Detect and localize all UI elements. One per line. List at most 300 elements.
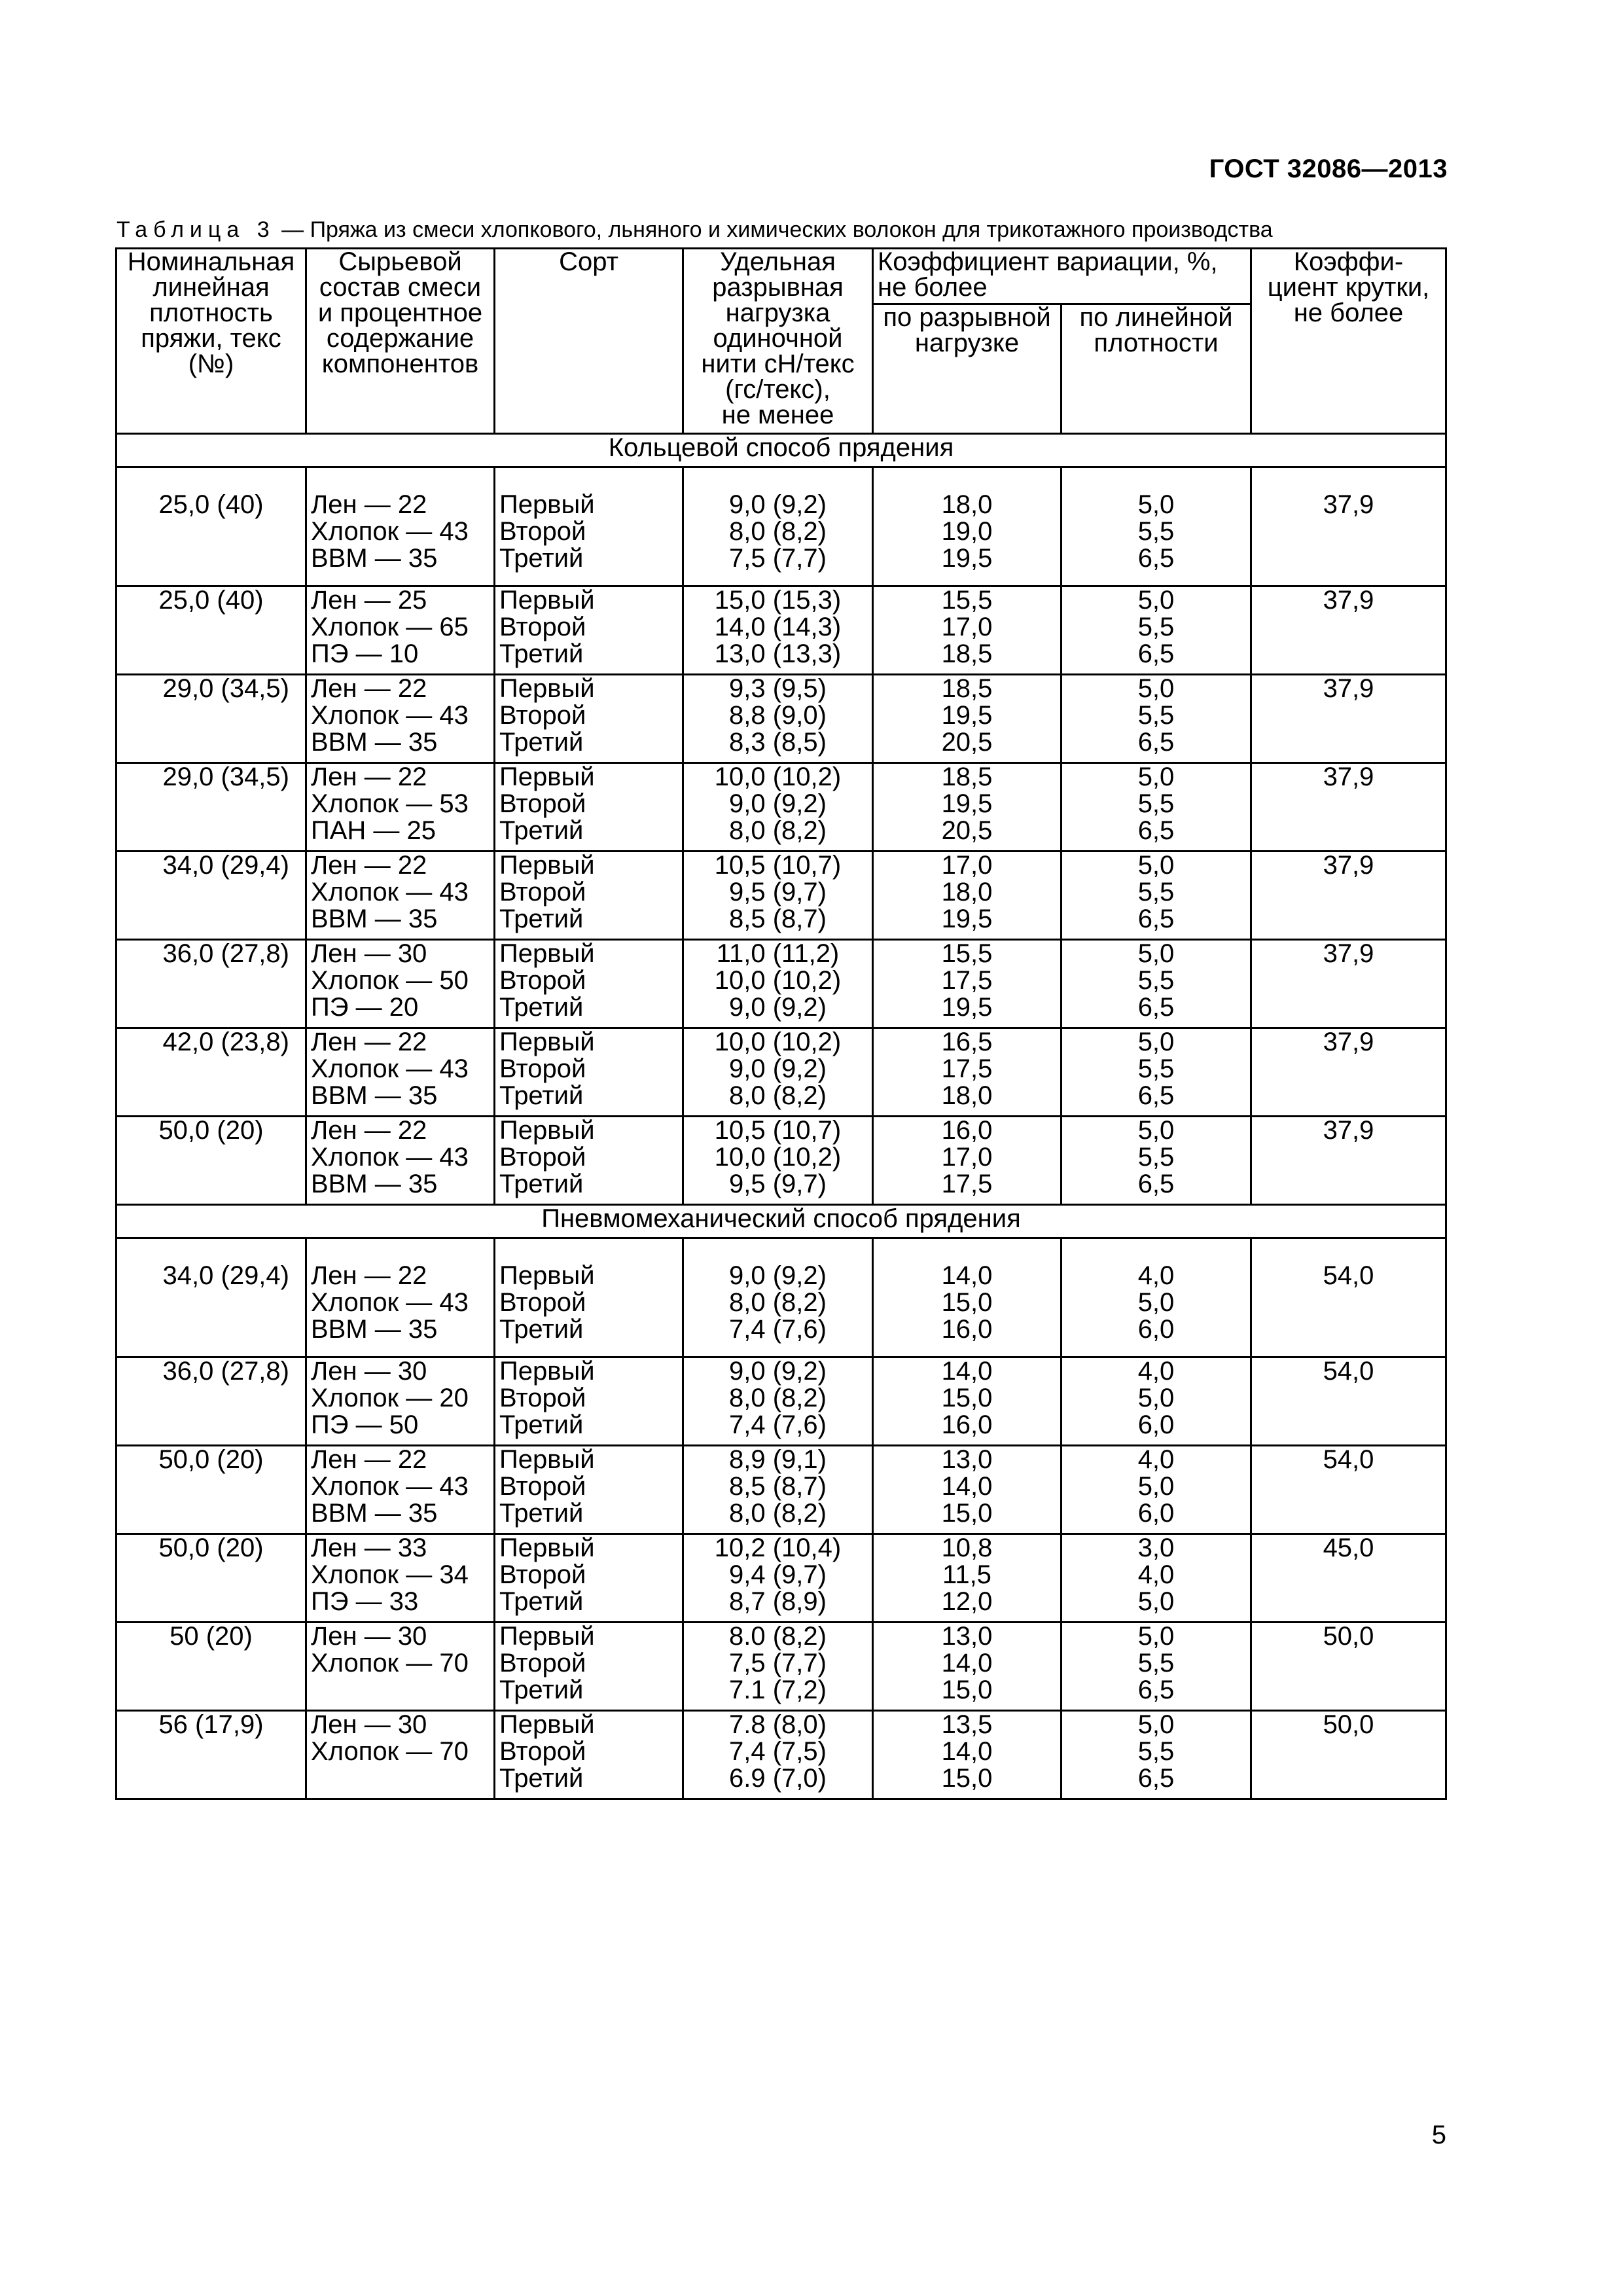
table-row — [116, 1238, 1446, 1357]
sort-cell-line: Третий — [499, 1081, 584, 1110]
table-row — [116, 586, 1446, 675]
header-load — [683, 249, 873, 434]
variation-load-cell-line: 17,5 — [941, 1170, 993, 1198]
sort-cell-line: Третий — [499, 1676, 584, 1704]
variation-load-cell-line: 16,0 — [941, 1116, 993, 1145]
header-line: пряжи, текс — [141, 324, 281, 353]
variation-density-cell-line: 6,5 — [1137, 639, 1175, 668]
composition-cell-line: Хлопок — 43 — [311, 1288, 469, 1317]
twist-cell: 54,0 — [1251, 1238, 1446, 1357]
load-cell-line: 8,0 (8,2) — [729, 1288, 827, 1317]
section-title: Пневмомеханический способ прядения — [116, 1205, 1446, 1238]
density-cell: 50,0 (20) — [116, 1534, 306, 1623]
variation-density-cell — [1061, 1028, 1251, 1117]
header-line: компонентов — [321, 350, 479, 378]
sort-cell-line: Первый — [499, 939, 595, 968]
header-line: не более — [878, 273, 988, 302]
twist-cell: 37,9 — [1251, 1117, 1446, 1205]
sort-cell-line: Первый — [499, 1357, 595, 1386]
sort-cell-line: Первый — [499, 1445, 595, 1474]
sort-cell-line: Второй — [499, 517, 586, 546]
variation-density-cell-line: 5,0 — [1137, 762, 1175, 791]
load-cell-line: 10,0 (10,2) — [714, 966, 842, 995]
density-cell: 50 (20) — [116, 1623, 306, 1711]
sort-cell-line: Второй — [499, 1560, 586, 1589]
density-cell: 29,0 (34,5) — [116, 675, 306, 763]
variation-density-cell-line: 5,5 — [1137, 1143, 1175, 1172]
table-caption — [116, 217, 1273, 243]
load-cell-line: 8,5 (8,7) — [729, 905, 827, 933]
variation-load-cell — [873, 852, 1061, 940]
load-cell-line: 8,0 (8,2) — [729, 1384, 827, 1412]
variation-load-cell-line: 20,5 — [941, 728, 993, 757]
variation-load-cell — [873, 586, 1061, 675]
sort-cell-line: Третий — [499, 1499, 584, 1528]
load-cell-line: 8,5 (8,7) — [729, 1472, 827, 1501]
variation-density-cell-line: 4,0 — [1137, 1560, 1175, 1589]
load-cell-line: 10,0 (10,2) — [714, 762, 842, 791]
variation-load-cell-line: 13,0 — [941, 1445, 993, 1474]
variation-load-cell-line: 17,5 — [941, 966, 993, 995]
composition-cell — [306, 1446, 495, 1534]
load-cell-line: 10,2 (10,4) — [714, 1534, 842, 1562]
sort-cell-line: Второй — [499, 1054, 586, 1083]
composition-cell — [306, 1028, 495, 1117]
variation-load-cell-line: 17,5 — [941, 1054, 993, 1083]
section-row — [116, 1205, 1446, 1238]
header-line: по разрывной — [883, 303, 1051, 332]
sort-cell — [495, 1238, 683, 1357]
variation-load-cell-line: 15,0 — [941, 1499, 993, 1528]
composition-cell-line: Лен — 22 — [311, 762, 427, 791]
header-line: Коэффи- — [1293, 247, 1404, 276]
variation-density-cell-line: 5,0 — [1137, 851, 1175, 880]
variation-load-cell-line: 17,0 — [941, 613, 993, 641]
sort-cell — [495, 1028, 683, 1117]
page-number: 5 — [1431, 2121, 1446, 2149]
table-row — [116, 852, 1446, 940]
variation-density-cell — [1061, 1446, 1251, 1534]
variation-load-cell-line: 17,0 — [941, 1143, 993, 1172]
composition-cell-line: ПЭ — 10 — [311, 639, 419, 668]
table-row — [116, 1117, 1446, 1205]
sort-cell-line: Второй — [499, 1288, 586, 1317]
header-variation — [873, 249, 1251, 304]
variation-density-cell-line: 6,5 — [1137, 1170, 1175, 1198]
load-cell-line: 9,0 (9,2) — [729, 490, 827, 519]
variation-load-cell-line: 18,5 — [941, 639, 993, 668]
sort-cell-line: Первый — [499, 1534, 595, 1562]
composition-cell — [306, 586, 495, 675]
load-cell-line: 8,3 (8,5) — [729, 728, 827, 757]
sort-cell-line: Третий — [499, 1170, 584, 1198]
composition-cell-line: ПЭ — 20 — [311, 993, 419, 1022]
composition-cell-line: Лен — 30 — [311, 939, 427, 968]
composition-cell — [306, 467, 495, 586]
density-cell: 56 (17,9) — [116, 1711, 306, 1799]
variation-load-cell-line: 14,0 — [941, 1261, 993, 1290]
composition-cell-line: Лен — 22 — [311, 674, 427, 703]
twist-cell: 45,0 — [1251, 1534, 1446, 1623]
variation-density-cell-line: 6,0 — [1137, 1410, 1175, 1439]
header-line: нагрузке — [914, 329, 1020, 357]
document-code: ГОСТ 32086—2013 — [1209, 154, 1448, 183]
sort-cell — [495, 1117, 683, 1205]
sort-cell-line: Второй — [499, 966, 586, 995]
composition-cell-line: ВВМ — 35 — [311, 1315, 438, 1344]
variation-load-cell-line: 17,0 — [941, 851, 993, 880]
variation-density-cell — [1061, 1357, 1251, 1446]
twist-cell: 37,9 — [1251, 467, 1446, 586]
variation-load-cell — [873, 1028, 1061, 1117]
variation-load-cell — [873, 1711, 1061, 1799]
sort-cell-line: Третий — [499, 993, 584, 1022]
variation-density-cell-line: 5,5 — [1137, 1737, 1175, 1766]
variation-load-cell — [873, 763, 1061, 852]
composition-cell-line: Лен — 22 — [311, 490, 427, 519]
variation-load-cell-line: 20,5 — [941, 816, 993, 845]
table-row — [116, 675, 1446, 763]
variation-load-cell-line: 10,8 — [941, 1534, 993, 1562]
composition-cell-line: Хлопок — 43 — [311, 701, 469, 730]
composition-cell — [306, 675, 495, 763]
table-row — [116, 1711, 1446, 1799]
sort-cell-line: Второй — [499, 1143, 586, 1172]
sort-cell-line: Третий — [499, 639, 584, 668]
sort-cell — [495, 1623, 683, 1711]
twist-cell: 54,0 — [1251, 1357, 1446, 1446]
header-variation-density — [1061, 304, 1251, 434]
composition-cell-line: ВВМ — 35 — [311, 1081, 438, 1110]
load-cell — [683, 675, 873, 763]
load-cell — [683, 940, 873, 1028]
sort-cell-line: Второй — [499, 1649, 586, 1677]
load-cell-line: 8,0 (8,2) — [729, 517, 827, 546]
header-line: плотность — [149, 298, 273, 327]
header-twist — [1251, 249, 1446, 434]
density-cell: 34,0 (29,4) — [116, 1238, 306, 1357]
sort-cell-line: Первый — [499, 1710, 595, 1739]
composition-cell-line: Лен — 22 — [311, 1028, 427, 1056]
variation-density-cell — [1061, 852, 1251, 940]
load-cell-line: 9,0 (9,2) — [729, 1357, 827, 1386]
variation-density-cell-line: 5,0 — [1137, 1587, 1175, 1616]
section-row — [116, 434, 1446, 467]
header-line: (№) — [188, 350, 234, 378]
sort-cell-line: Первый — [499, 851, 595, 880]
load-cell-line: 8,9 (9,1) — [729, 1445, 827, 1474]
composition-cell-line: ВВМ — 35 — [311, 905, 438, 933]
variation-density-cell — [1061, 675, 1251, 763]
composition-cell-line: Хлопок — 34 — [311, 1560, 469, 1589]
variation-density-cell-line: 5,0 — [1137, 1288, 1175, 1317]
load-cell-line: 13,0 (13,3) — [714, 639, 842, 668]
load-cell-line: 9,5 (9,7) — [729, 1170, 827, 1198]
sort-cell-line: Первый — [499, 1622, 595, 1651]
composition-cell — [306, 1623, 495, 1711]
sort-cell — [495, 763, 683, 852]
variation-load-cell-line: 19,5 — [941, 701, 993, 730]
sort-cell — [495, 852, 683, 940]
composition-cell-line: ВВМ — 35 — [311, 728, 438, 757]
header-composition — [306, 249, 495, 434]
variation-density-cell — [1061, 1711, 1251, 1799]
sort-cell-line: Третий — [499, 544, 584, 573]
load-cell — [683, 1623, 873, 1711]
variation-load-cell-line: 19,0 — [941, 517, 993, 546]
variation-load-cell — [873, 1623, 1061, 1711]
sort-cell-line: Третий — [499, 1315, 584, 1344]
load-cell-line: 10,0 (10,2) — [714, 1143, 842, 1172]
composition-cell — [306, 852, 495, 940]
variation-load-cell-line: 19,5 — [941, 993, 993, 1022]
variation-density-cell-line: 4,0 — [1137, 1445, 1175, 1474]
sort-cell — [495, 940, 683, 1028]
variation-density-cell-line: 6,5 — [1137, 1676, 1175, 1704]
composition-cell — [306, 1238, 495, 1357]
load-cell — [683, 586, 873, 675]
twist-cell: 54,0 — [1251, 1446, 1446, 1534]
variation-density-cell-line: 6,0 — [1137, 1499, 1175, 1528]
variation-density-cell-line: 5,5 — [1137, 1649, 1175, 1677]
variation-load-cell — [873, 1117, 1061, 1205]
load-cell-line: 7,4 (7,5) — [729, 1737, 827, 1766]
load-cell — [683, 467, 873, 586]
variation-density-cell-line: 5,0 — [1137, 1710, 1175, 1739]
composition-cell-line: Хлопок — 43 — [311, 1472, 469, 1501]
composition-cell-line: Лен — 30 — [311, 1622, 427, 1651]
table-row — [116, 1446, 1446, 1534]
load-cell-line: 7,5 (7,7) — [729, 1649, 827, 1677]
load-cell-line: 7.8 (8,0) — [729, 1710, 827, 1739]
load-cell — [683, 852, 873, 940]
variation-density-cell — [1061, 1238, 1251, 1357]
load-cell-line: 9,5 (9,7) — [729, 878, 827, 906]
table-caption-label: Таблица 3 — [116, 217, 276, 242]
composition-cell-line: Хлопок — 70 — [311, 1649, 469, 1677]
density-cell: 50,0 (20) — [116, 1446, 306, 1534]
variation-load-cell-line: 18,0 — [941, 490, 993, 519]
variation-load-cell-line: 15,0 — [941, 1384, 993, 1412]
load-cell — [683, 1446, 873, 1534]
load-cell — [683, 1028, 873, 1117]
composition-cell-line: ВВМ — 35 — [311, 544, 438, 573]
composition-cell — [306, 940, 495, 1028]
load-cell — [683, 1534, 873, 1623]
load-cell-line: 7,4 (7,6) — [729, 1315, 827, 1344]
variation-density-cell-line: 5,5 — [1137, 1054, 1175, 1083]
variation-density-cell-line: 5,0 — [1137, 939, 1175, 968]
header-line: Коэффициент вариации, %, — [878, 247, 1218, 276]
variation-load-cell-line: 14,0 — [941, 1649, 993, 1677]
composition-cell-line: ПЭ — 50 — [311, 1410, 419, 1439]
variation-density-cell-line: 5,0 — [1137, 1472, 1175, 1501]
load-cell-line: 10,0 (10,2) — [714, 1028, 842, 1056]
load-cell-line: 10,5 (10,7) — [714, 851, 842, 880]
load-cell-line: 8.0 (8,2) — [729, 1622, 827, 1651]
density-cell: 36,0 (27,8) — [116, 1357, 306, 1446]
table-header-row — [116, 249, 1446, 304]
sort-cell-line: Третий — [499, 1410, 584, 1439]
variation-load-cell-line: 15,5 — [941, 939, 993, 968]
header-line: циент крутки, — [1267, 273, 1430, 302]
table-row — [116, 1357, 1446, 1446]
twist-cell: 37,9 — [1251, 852, 1446, 940]
variation-density-cell-line: 6,5 — [1137, 816, 1175, 845]
load-cell-line: 9,0 (9,2) — [729, 993, 827, 1022]
variation-density-cell-line: 5,5 — [1137, 878, 1175, 906]
sort-cell — [495, 586, 683, 675]
variation-load-cell — [873, 940, 1061, 1028]
load-cell-line: 11,0 (11,2) — [716, 939, 840, 968]
header-density — [116, 249, 306, 434]
variation-load-cell-line: 16,5 — [941, 1028, 993, 1056]
sort-cell-line: Первый — [499, 674, 595, 703]
variation-density-cell — [1061, 467, 1251, 586]
variation-density-cell — [1061, 940, 1251, 1028]
section-title: Кольцевой способ прядения — [116, 434, 1446, 467]
variation-density-cell-line: 6,5 — [1137, 1081, 1175, 1110]
variation-load-cell-line: 19,5 — [941, 905, 993, 933]
variation-density-cell-line: 5,0 — [1137, 1384, 1175, 1412]
load-cell-line: 10,5 (10,7) — [714, 1116, 842, 1145]
variation-density-cell-line: 5,0 — [1137, 1116, 1175, 1145]
density-cell: 29,0 (34,5) — [116, 763, 306, 852]
variation-density-cell-line: 5,5 — [1137, 966, 1175, 995]
variation-load-cell — [873, 1357, 1061, 1446]
sort-cell-line: Второй — [499, 878, 586, 906]
variation-density-cell-line: 5,5 — [1137, 517, 1175, 546]
variation-load-cell — [873, 675, 1061, 763]
variation-load-cell-line: 19,5 — [941, 544, 993, 573]
sort-cell-line: Первый — [499, 586, 595, 615]
sort-cell — [495, 1534, 683, 1623]
variation-density-cell-line: 6,5 — [1137, 544, 1175, 573]
variation-density-cell — [1061, 1623, 1251, 1711]
variation-load-cell — [873, 1446, 1061, 1534]
variation-load-cell-line: 18,5 — [941, 762, 993, 791]
twist-cell: 50,0 — [1251, 1711, 1446, 1799]
variation-density-cell-line: 6,5 — [1137, 728, 1175, 757]
variation-density-cell-line: 6,0 — [1137, 1315, 1175, 1344]
header-line: (гс/текс), — [725, 375, 830, 404]
header-line: не более — [1293, 298, 1404, 327]
composition-cell-line: Лен — 22 — [311, 1445, 427, 1474]
variation-load-cell-line: 14,0 — [941, 1737, 993, 1766]
sort-cell — [495, 1711, 683, 1799]
composition-cell-line: Хлопок — 43 — [311, 1143, 469, 1172]
table-row — [116, 763, 1446, 852]
header-line: содержание — [326, 324, 474, 353]
sort-cell-line: Второй — [499, 613, 586, 641]
variation-load-cell-line: 15,0 — [941, 1764, 993, 1793]
density-cell: 36,0 (27,8) — [116, 940, 306, 1028]
load-cell-line: 7.1 (7,2) — [729, 1676, 827, 1704]
composition-cell-line: ВВМ — 35 — [311, 1499, 438, 1528]
composition-cell-line: Хлопок — 65 — [311, 613, 469, 641]
header-line: нити сН/текс — [701, 350, 855, 378]
header-line: по линейной — [1079, 303, 1233, 332]
composition-cell-line: Хлопок — 70 — [311, 1737, 469, 1766]
header-line: не менее — [721, 401, 834, 429]
density-cell: 50,0 (20) — [116, 1117, 306, 1205]
header-line: разрывная — [712, 273, 844, 302]
composition-cell-line: Лен — 33 — [311, 1534, 427, 1562]
load-cell-line: 6.9 (7,0) — [729, 1764, 827, 1793]
header-line: одиночной — [713, 324, 843, 353]
sort-cell-line: Второй — [499, 1737, 586, 1766]
variation-load-cell-line: 18,5 — [941, 674, 993, 703]
sort-cell-line: Второй — [499, 789, 586, 818]
composition-cell-line: Хлопок — 20 — [311, 1384, 469, 1412]
variation-load-cell — [873, 1534, 1061, 1623]
variation-density-cell-line: 4,0 — [1137, 1261, 1175, 1290]
table-row — [116, 940, 1446, 1028]
variation-density-cell-line: 5,5 — [1137, 701, 1175, 730]
variation-load-cell — [873, 467, 1061, 586]
sort-cell — [495, 675, 683, 763]
load-cell-line: 8,0 (8,2) — [729, 816, 827, 845]
composition-cell-line: Лен — 25 — [311, 586, 427, 615]
twist-cell: 37,9 — [1251, 763, 1446, 852]
load-cell-line: 8,0 (8,2) — [729, 1081, 827, 1110]
load-cell-line: 9,0 (9,2) — [729, 1261, 827, 1290]
variation-load-cell-line: 19,5 — [941, 789, 993, 818]
composition-cell-line: Хлопок — 50 — [311, 966, 469, 995]
twist-cell: 50,0 — [1251, 1623, 1446, 1711]
composition-cell — [306, 1711, 495, 1799]
density-cell: 34,0 (29,4) — [116, 852, 306, 940]
twist-cell: 37,9 — [1251, 586, 1446, 675]
variation-density-cell-line: 5,0 — [1137, 674, 1175, 703]
sort-cell-line: Третий — [499, 816, 584, 845]
variation-density-cell-line: 3,0 — [1137, 1534, 1175, 1562]
sort-cell-line: Первый — [499, 762, 595, 791]
load-cell — [683, 1357, 873, 1446]
yarn-properties-table — [115, 247, 1447, 1800]
variation-density-cell — [1061, 763, 1251, 852]
sort-cell-line: Третий — [499, 1764, 584, 1793]
load-cell-line: 9,4 (9,7) — [729, 1560, 827, 1589]
variation-density-cell-line: 6,5 — [1137, 1764, 1175, 1793]
load-cell-line: 9,3 (9,5) — [729, 674, 827, 703]
composition-cell-line: Лен — 30 — [311, 1357, 427, 1386]
variation-density-cell-line: 5,5 — [1137, 613, 1175, 641]
load-cell-line: 8,8 (9,0) — [729, 701, 827, 730]
variation-load-cell-line: 14,0 — [941, 1472, 993, 1501]
variation-density-cell — [1061, 1117, 1251, 1205]
variation-load-cell-line: 13,0 — [941, 1622, 993, 1651]
sort-cell — [495, 1446, 683, 1534]
load-cell — [683, 1238, 873, 1357]
composition-cell-line: Лен — 22 — [311, 1261, 427, 1290]
variation-load-cell-line: 18,0 — [941, 878, 993, 906]
sort-cell-line: Первый — [499, 1261, 595, 1290]
variation-density-cell-line: 4,0 — [1137, 1357, 1175, 1386]
composition-cell-line: ПЭ — 33 — [311, 1587, 419, 1616]
header-line: Сырьевой — [338, 247, 462, 276]
sort-cell-line: Первый — [499, 1028, 595, 1056]
load-cell-line: 8,7 (8,9) — [729, 1587, 827, 1616]
load-cell — [683, 763, 873, 852]
variation-load-cell-line: 14,0 — [941, 1357, 993, 1386]
header-line: Номинальная — [127, 247, 295, 276]
variation-load-cell-line: 11,5 — [942, 1560, 991, 1589]
sort-cell-line: Второй — [499, 1472, 586, 1501]
sort-cell-line: Третий — [499, 905, 584, 933]
load-cell — [683, 1711, 873, 1799]
density-cell: 25,0 (40) — [116, 467, 306, 586]
